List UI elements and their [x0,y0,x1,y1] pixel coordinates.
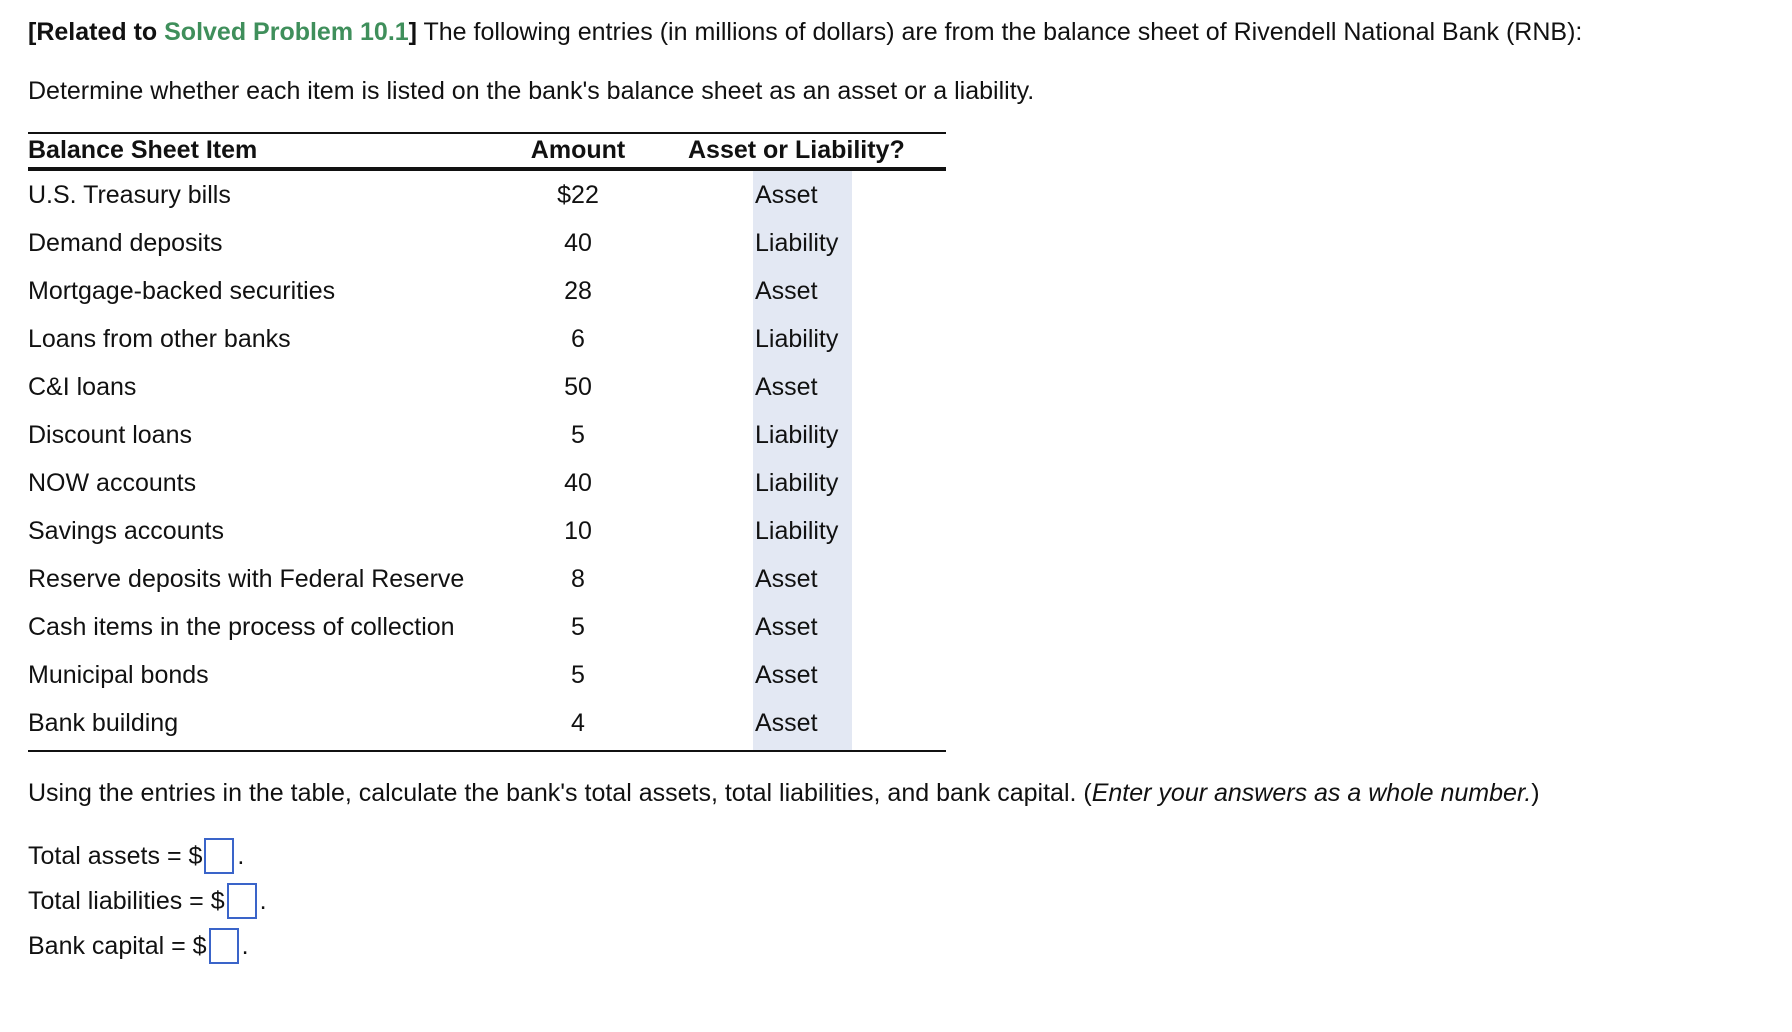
row-item: Reserve deposits with Federal Reserve [28,565,465,593]
table-row [28,315,946,363]
row-amount: 6 [571,325,585,353]
header-item: Balance Sheet Item [28,136,258,164]
table-row [28,363,946,411]
row-item: Mortgage-backed securities [28,277,336,305]
row-classification: Liability [755,517,839,545]
row-item: U.S. Treasury bills [28,181,231,209]
row-classification: Asset [755,181,818,209]
header-amount: Amount [530,136,626,164]
table-row [28,171,946,219]
table-row [28,219,946,267]
solved-problem-link[interactable]: Solved Problem 10.1 [164,18,409,46]
row-classification: Liability [755,229,839,257]
row-amount: 40 [564,469,592,497]
row-item: C&I loans [28,373,137,401]
total-liabilities-input[interactable] [227,883,257,919]
row-amount: $22 [557,181,599,209]
total-assets-label: Total assets = $ [28,842,203,870]
calculation-question [28,775,1540,811]
intro-text: The following entries (in millions of dollars) are from the balance sheet of Rivendell National Bank (RNB): [417,18,1583,46]
row-classification: Asset [755,661,818,689]
table-row [28,411,946,459]
row-amount: 40 [564,229,592,257]
row-amount: 8 [571,565,585,593]
total-assets-suffix: . [237,842,245,870]
bank-capital-suffix: . [241,932,249,960]
instruction-text: Determine whether each item is listed on the bank's balance sheet as an asset or a liability. [28,77,1035,105]
row-amount: 28 [564,277,592,305]
intro-open-bracket: [Related to [28,18,165,46]
header-classification: Asset or Liability? [688,136,905,164]
total-liabilities-answer [28,883,267,919]
row-classification: Liability [755,469,839,497]
question-hint: Enter your answers as a whole number. [1091,779,1532,807]
total-assets-input[interactable] [204,838,234,874]
problem-intro [28,14,1582,50]
question-close: ) [1531,779,1540,807]
row-amount: 4 [571,709,585,737]
row-amount: 5 [571,613,585,641]
row-item: Bank building [28,709,179,737]
table-row [28,555,946,603]
table-bottom-rule [28,750,946,752]
row-classification: Liability [755,421,839,449]
row-item: Loans from other banks [28,325,291,353]
row-classification: Asset [755,709,818,737]
table-row [28,267,946,315]
total-liabilities-suffix: . [259,887,267,915]
intro-close-bracket: ] [408,18,417,46]
row-item: Cash items in the process of collection [28,613,455,641]
bank-capital-answer [28,928,249,964]
row-amount: 50 [564,373,592,401]
row-item: Discount loans [28,421,192,449]
total-liabilities-label: Total liabilities = $ [28,887,225,915]
row-amount: 5 [571,421,585,449]
table-row [28,699,946,747]
table-row [28,651,946,699]
row-classification: Asset [755,277,818,305]
bank-capital-label: Bank capital = $ [28,932,207,960]
row-item: NOW accounts [28,469,197,497]
row-classification: Liability [755,325,839,353]
row-classification: Asset [755,565,818,593]
row-amount: 10 [564,517,592,545]
question-text: Using the entries in the table, calculate the bank's total assets, total liabilities, and bank capital. ( [28,779,1092,807]
row-item: Municipal bonds [28,661,209,689]
row-item: Savings accounts [28,517,224,545]
row-classification: Asset [755,613,818,641]
table-row [28,459,946,507]
table-row [28,507,946,555]
table-row [28,603,946,651]
row-item: Demand deposits [28,229,223,257]
row-amount: 5 [571,661,585,689]
bank-capital-input[interactable] [209,928,239,964]
row-classification: Asset [755,373,818,401]
total-assets-answer [28,838,244,874]
